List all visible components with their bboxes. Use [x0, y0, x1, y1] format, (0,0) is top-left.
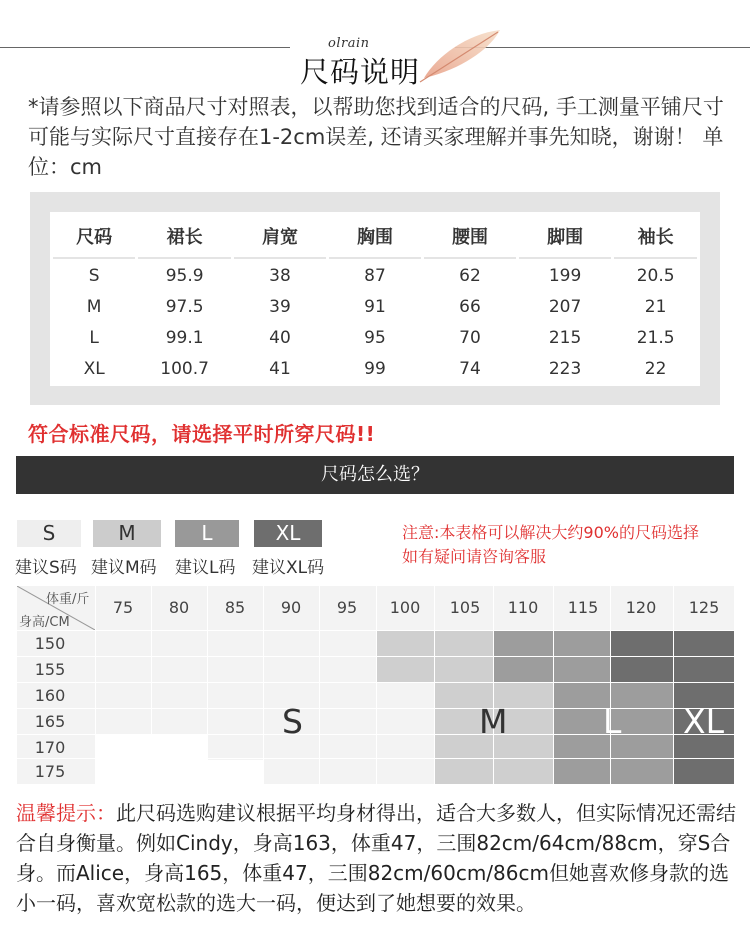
size-note	[402, 521, 699, 569]
legend-caption-m: 建议M码	[91, 558, 157, 578]
table-cell: 66	[424, 293, 516, 321]
table-cell: 40	[234, 324, 326, 352]
table-cell: L	[53, 324, 135, 352]
grid-line	[17, 758, 734, 759]
feather-icon	[412, 26, 507, 86]
table-cell: 215	[519, 324, 611, 352]
weight-label: 105	[449, 598, 481, 617]
header-cell: 袖长	[614, 215, 697, 259]
header-cell: 胸围	[329, 215, 421, 259]
height-label: 150	[34, 634, 66, 653]
weight-label: 110	[507, 598, 539, 617]
table-cell: 100.7	[138, 355, 231, 383]
tip-text	[16, 798, 736, 918]
page-title: 尺码说明	[300, 55, 421, 89]
chart-empty-cell	[207, 760, 263, 784]
intro-text: *请参照以下商品尺寸对照表，以帮助您找到适合的尺码, 手工测量平铺尺寸可能与实际尺寸直接存在1-2cm误差, 还请买家理解并事先知晓，谢谢！ 单位：cm	[28, 95, 724, 179]
weight-label: 75	[112, 598, 134, 617]
legend-swatch-s: S	[17, 520, 81, 547]
table-cell: 199	[519, 262, 611, 290]
grid-line	[17, 708, 734, 709]
table-cell: 223	[519, 355, 611, 383]
header-cell: 肩宽	[234, 215, 326, 259]
table-cell: 22	[614, 355, 697, 383]
note-line-1: 注意:本表格可以解决大约90%的尺码选择	[402, 523, 699, 542]
height-label: 170	[34, 738, 66, 757]
table-cell: 21	[614, 293, 697, 321]
weight-label: 80	[168, 598, 190, 617]
table-row	[53, 293, 697, 321]
table-row	[53, 262, 697, 290]
table-cell: 74	[424, 355, 516, 383]
header-line-left	[0, 47, 290, 48]
size-table-header	[53, 215, 697, 259]
header-cell: 尺码	[53, 215, 135, 259]
legend-swatch-l: L	[175, 520, 239, 547]
weight-label: 100	[389, 598, 421, 617]
legend-caption-xl: 建议XL码	[252, 558, 325, 578]
height-label: 175	[34, 762, 66, 781]
weight-label: 95	[336, 598, 358, 617]
grid-line	[17, 656, 734, 657]
legend-swatch-xl: XL	[254, 520, 322, 547]
table-cell: 87	[329, 262, 421, 290]
table-cell: S	[53, 262, 135, 290]
weight-label: 115	[567, 598, 599, 617]
table-cell: 41	[234, 355, 326, 383]
height-label: 160	[34, 686, 66, 705]
table-cell: 99.1	[138, 324, 231, 352]
grid-line	[553, 586, 554, 784]
height-label: 165	[34, 712, 66, 731]
grid-line	[493, 586, 494, 784]
table-cell: 20.5	[614, 262, 697, 290]
grid-line	[673, 586, 674, 784]
corner-weight-label: 体重/斤	[46, 592, 90, 607]
corner-height-label: 身高/CM	[19, 615, 70, 630]
table-cell: 62	[424, 262, 516, 290]
table-cell: 39	[234, 293, 326, 321]
weight-label: 90	[280, 598, 302, 617]
table-cell: 91	[329, 293, 421, 321]
table-cell: 95	[329, 324, 421, 352]
table-cell: 99	[329, 355, 421, 383]
zone-label-s: S	[282, 702, 303, 741]
height-label: 155	[34, 660, 66, 679]
table-cell: 97.5	[138, 293, 231, 321]
zone-label-l: L	[603, 702, 622, 741]
tip-label: 温馨提示：	[16, 801, 116, 825]
brand-logo: olrain	[328, 36, 370, 51]
table-cell: M	[53, 293, 135, 321]
table-row	[53, 324, 697, 352]
grid-line	[17, 630, 734, 631]
weight-label: 85	[224, 598, 246, 617]
size-warning: 符合标准尺码，请选择平时所穿尺码!!	[28, 422, 376, 446]
zone-label-m: M	[479, 702, 508, 741]
section-title-bar: 尺码怎么选？	[16, 456, 734, 494]
tip-body: 此尺码选购建议根据平均身材得出，适合大多数人，但实际情况还需结合自身衡量。例如Cindy，身高163，体重47，三围82cm/64cm/88cm，穿S合身。而Alice，身高165，体重47，三围82cm/60cm/86cm但她喜欢修身款的选小一码，喜欢宽松款的选大一码，便达到了她想要的效果。	[16, 801, 736, 915]
table-cell: 70	[424, 324, 516, 352]
grid-line	[17, 734, 734, 735]
table-row	[53, 355, 697, 383]
zone-label-xl: XL	[683, 702, 724, 741]
legend-swatch-m: M	[93, 520, 161, 547]
table-cell: 21.5	[614, 324, 697, 352]
table-cell: 207	[519, 293, 611, 321]
weight-label: 125	[688, 598, 720, 617]
weight-label: 120	[625, 598, 657, 617]
grid-line	[434, 586, 435, 784]
table-cell: 38	[234, 262, 326, 290]
header-cell: 裙长	[138, 215, 231, 259]
grid-line	[17, 682, 734, 683]
note-line-2: 如有疑问请咨询客服	[402, 547, 547, 566]
size-table	[50, 212, 700, 386]
table-cell: XL	[53, 355, 135, 383]
table-cell: 95.9	[138, 262, 231, 290]
legend-caption-s: 建议S码	[15, 558, 77, 578]
legend-caption-l: 建议L码	[175, 558, 236, 578]
header-cell: 腰围	[424, 215, 516, 259]
header-cell: 脚围	[519, 215, 611, 259]
